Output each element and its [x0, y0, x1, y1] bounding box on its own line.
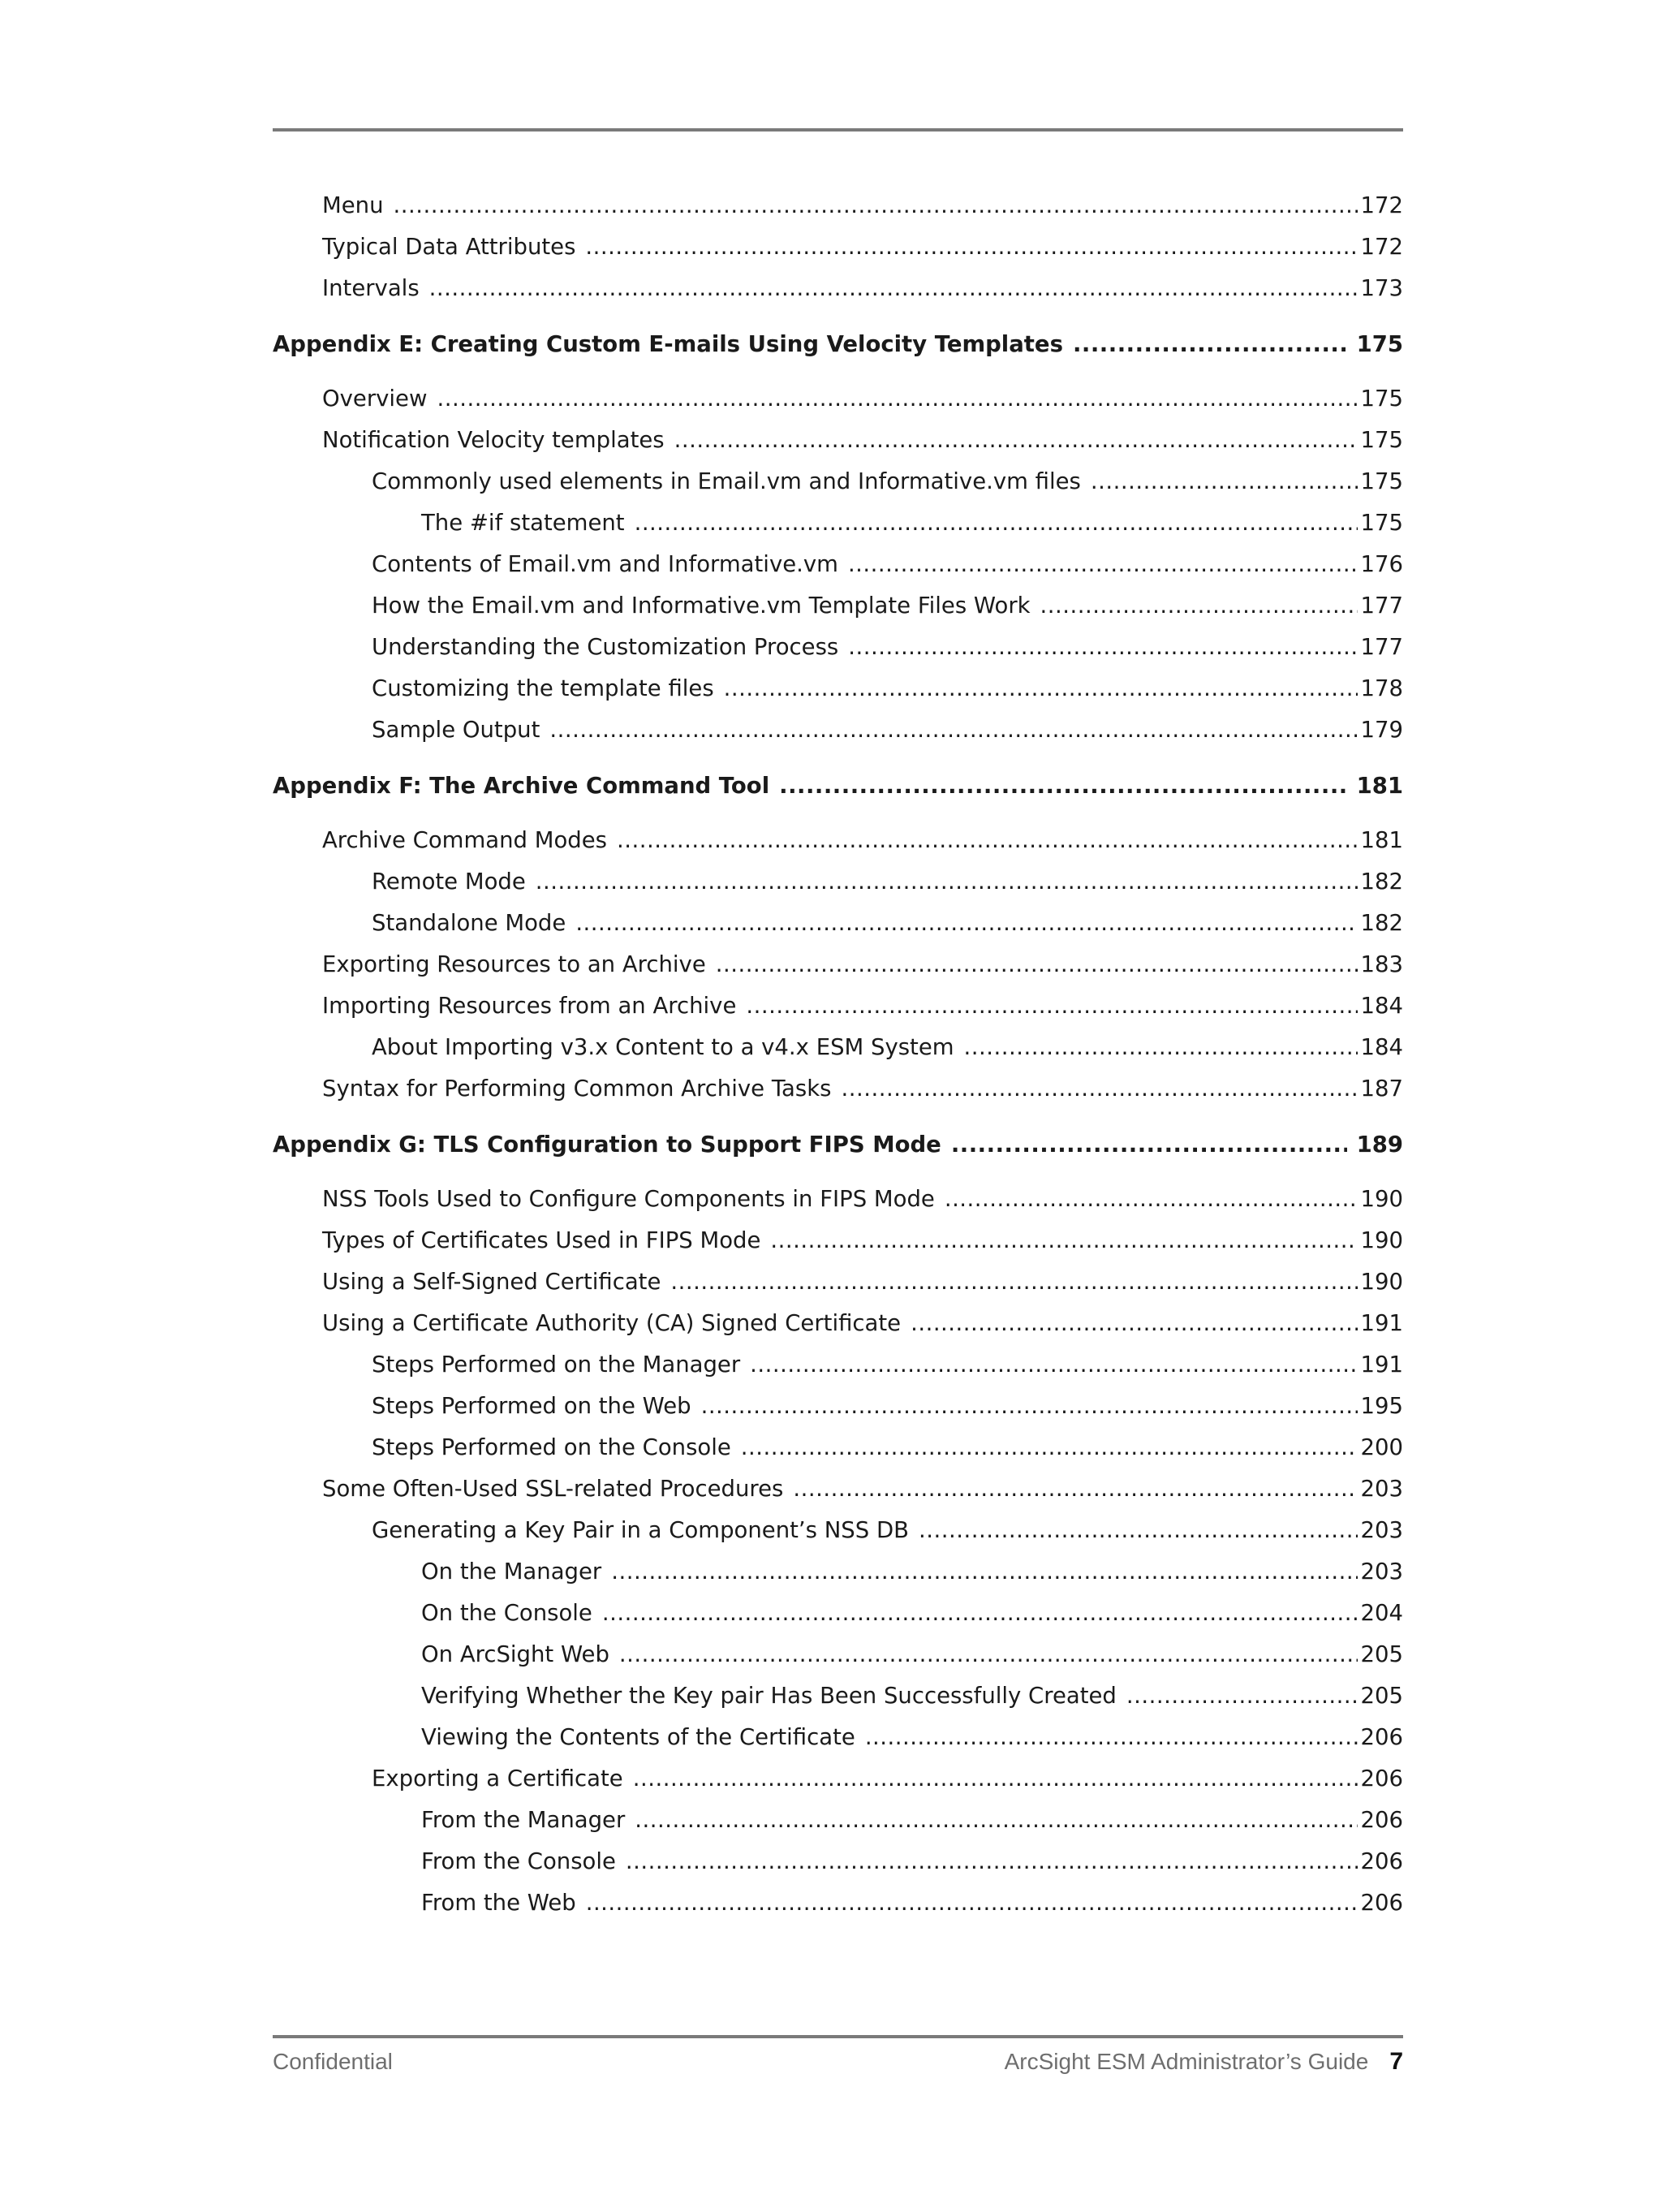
dot-leader	[951, 1123, 1347, 1167]
toc-entry-title: Overview	[322, 386, 428, 412]
page-number: 7	[1389, 2048, 1403, 2075]
toc-entry-title: Using a Certificate Authority (CA) Signed Certificate	[322, 1310, 902, 1336]
dot-leader	[1126, 1675, 1358, 1717]
toc-entry-page: 200	[1360, 1434, 1403, 1460]
dot-leader	[741, 1427, 1358, 1468]
confidential-label: Confidential	[273, 2049, 393, 2074]
toc-entry-page: 175	[1360, 510, 1403, 536]
toc-entry[interactable]	[273, 1027, 1403, 1068]
toc-entry[interactable]	[273, 709, 1403, 751]
toc-entry-page: 191	[1360, 1310, 1403, 1336]
dot-leader	[1091, 461, 1358, 502]
toc-entry-page: 206	[1360, 1807, 1403, 1833]
toc-entry[interactable]	[273, 585, 1403, 627]
toc-entry[interactable]	[273, 1303, 1403, 1344]
toc-entry-page: 175	[1360, 386, 1403, 412]
dot-leader	[911, 1303, 1357, 1344]
toc-entry-title: From the Web	[421, 1890, 576, 1916]
toc-entry-page: 175	[1360, 427, 1403, 453]
toc-entry-title: Remote Mode	[372, 869, 526, 895]
toc-entry-title: Standalone Mode	[372, 910, 566, 936]
guide-title: ArcSight ESM Administrator’s Guide	[1004, 2049, 1369, 2074]
dot-leader	[1040, 585, 1358, 627]
dot-leader	[848, 627, 1357, 668]
toc-entry-title: Steps Performed on the Web	[372, 1393, 691, 1419]
dot-leader	[585, 226, 1357, 268]
table-of-contents	[273, 185, 1403, 1924]
toc-entry[interactable]	[273, 1717, 1403, 1758]
toc-entry[interactable]	[273, 268, 1403, 309]
toc-entry-page: 181	[1356, 773, 1403, 799]
dot-leader	[724, 668, 1358, 709]
dot-leader	[779, 764, 1346, 808]
toc-entry-page: 195	[1360, 1393, 1403, 1419]
dot-leader	[746, 985, 1357, 1027]
toc-entry[interactable]	[273, 1179, 1403, 1220]
toc-entry-page: 190	[1360, 1227, 1403, 1253]
dot-leader	[919, 1510, 1357, 1551]
dot-leader	[611, 1551, 1357, 1593]
toc-entry-page: 205	[1360, 1641, 1403, 1667]
toc-appendix-heading[interactable]	[273, 322, 1403, 367]
toc-entry-title: Importing Resources from an Archive	[322, 993, 737, 1019]
toc-entry-title: Steps Performed on the Console	[372, 1434, 731, 1460]
toc-entry[interactable]	[273, 1468, 1403, 1510]
toc-entry-page: 203	[1360, 1517, 1403, 1543]
dot-leader	[1073, 322, 1347, 367]
dot-leader	[633, 1758, 1358, 1800]
dot-leader	[848, 544, 1358, 585]
toc-entry[interactable]	[273, 1510, 1403, 1551]
toc-appendix-heading[interactable]	[273, 1123, 1403, 1167]
toc-entry-title: Some Often-Used SSL-related Procedures	[322, 1476, 784, 1502]
dot-leader	[716, 944, 1358, 985]
toc-entry-title: NSS Tools Used to Configure Components in FIPS Mode	[322, 1186, 935, 1212]
toc-entry-page: 206	[1360, 1848, 1403, 1874]
toc-entry[interactable]	[273, 1386, 1403, 1427]
toc-entry[interactable]	[273, 420, 1403, 461]
toc-entry-page: 190	[1360, 1269, 1403, 1295]
toc-entry-page: 189	[1356, 1132, 1403, 1158]
toc-entry-title: Syntax for Performing Common Archive Tasks	[322, 1076, 832, 1102]
toc-entry[interactable]	[273, 820, 1403, 861]
toc-entry-title: Archive Command Modes	[322, 827, 607, 853]
dot-leader	[842, 1068, 1358, 1110]
toc-entry[interactable]	[273, 668, 1403, 709]
toc-entry-title: Exporting Resources to an Archive	[322, 951, 706, 977]
toc-entry[interactable]	[273, 502, 1403, 544]
toc-entry-title: Typical Data Attributes	[322, 234, 576, 260]
toc-entry-page: 183	[1360, 951, 1403, 977]
toc-entry-title: Commonly used elements in Email.vm and Informative.vm files	[372, 468, 1081, 494]
toc-entry-title: Exporting a Certificate	[372, 1766, 623, 1792]
toc-entry[interactable]	[273, 544, 1403, 585]
toc-entry[interactable]	[273, 861, 1403, 903]
dot-leader	[865, 1717, 1358, 1758]
dot-leader	[626, 1841, 1358, 1882]
toc-entry-title: Verifying Whether the Key pair Has Been Successfully Created	[421, 1683, 1117, 1709]
toc-entry[interactable]	[273, 1427, 1403, 1468]
toc-entry[interactable]	[273, 627, 1403, 668]
toc-entry[interactable]	[273, 903, 1403, 944]
dot-leader	[750, 1344, 1357, 1386]
toc-entry-title: On the Manager	[421, 1559, 602, 1585]
toc-entry[interactable]	[273, 1841, 1403, 1882]
header-rule	[273, 128, 1403, 132]
toc-entry-title: Using a Self-Signed Certificate	[322, 1269, 661, 1295]
dot-leader	[945, 1179, 1358, 1220]
toc-entry-page: 204	[1360, 1600, 1403, 1626]
toc-entry-title: Viewing the Contents of the Certificate	[421, 1724, 855, 1750]
toc-entry-page: 181	[1360, 827, 1403, 853]
toc-entry-page: 203	[1360, 1559, 1403, 1585]
dot-leader	[575, 903, 1357, 944]
toc-entry-page: 190	[1360, 1186, 1403, 1212]
toc-entry[interactable]	[273, 1800, 1403, 1841]
toc-entry-page: 178	[1360, 675, 1403, 701]
toc-entry-title: Steps Performed on the Manager	[372, 1352, 741, 1378]
toc-appendix-heading[interactable]	[273, 764, 1403, 808]
toc-entry-page: 173	[1360, 275, 1403, 301]
dot-leader	[437, 378, 1357, 420]
toc-entry-page: 205	[1360, 1683, 1403, 1709]
dot-leader	[635, 502, 1358, 544]
dot-leader	[670, 1261, 1357, 1303]
toc-entry[interactable]	[273, 185, 1403, 226]
toc-entry-title: From the Manager	[421, 1807, 626, 1833]
toc-entry-page: 179	[1360, 717, 1403, 743]
toc-entry[interactable]	[273, 461, 1403, 502]
dot-leader	[701, 1386, 1358, 1427]
toc-entry-title: Contents of Email.vm and Informative.vm	[372, 551, 838, 577]
footer-rule	[273, 2035, 1403, 2038]
toc-entry-title: Appendix F: The Archive Command Tool	[273, 773, 770, 799]
dot-leader	[674, 420, 1358, 461]
dot-leader	[617, 820, 1358, 861]
dot-leader	[602, 1593, 1358, 1634]
toc-entry-page: 177	[1360, 634, 1403, 660]
toc-entry-page: 203	[1360, 1476, 1403, 1502]
toc-entry-page: 187	[1360, 1076, 1403, 1102]
toc-entry-title: The #if statement	[421, 510, 625, 536]
toc-entry[interactable]	[273, 944, 1403, 985]
dot-leader	[770, 1220, 1357, 1261]
toc-entry-title: On ArcSight Web	[421, 1641, 609, 1667]
toc-entry-page: 172	[1360, 234, 1403, 260]
toc-entry[interactable]	[273, 985, 1403, 1027]
page-footer	[273, 2042, 1403, 2082]
toc-entry-page: 176	[1360, 551, 1403, 577]
toc-entry-title: About Importing v3.x Content to a v4.x ESM System	[372, 1034, 954, 1060]
toc-entry-title: Understanding the Customization Process	[372, 634, 839, 660]
toc-entry-page: 175	[1360, 468, 1403, 494]
toc-entry-title: Sample Output	[372, 717, 540, 743]
toc-entry[interactable]	[273, 226, 1403, 268]
toc-entry-title: Appendix E: Creating Custom E-mails Using Velocity Templates	[273, 331, 1063, 357]
toc-entry-page: 182	[1360, 869, 1403, 895]
dot-leader	[619, 1634, 1358, 1675]
toc-entry-page: 184	[1360, 993, 1403, 1019]
dot-leader	[429, 268, 1358, 309]
toc-entry-title: Intervals	[322, 275, 420, 301]
toc-entry-page: 182	[1360, 910, 1403, 936]
toc-entry[interactable]	[273, 378, 1403, 420]
toc-entry[interactable]	[273, 1758, 1403, 1800]
toc-entry-page: 206	[1360, 1724, 1403, 1750]
toc-entry[interactable]	[273, 1675, 1403, 1717]
toc-entry-title: Types of Certificates Used in FIPS Mode	[322, 1227, 761, 1253]
toc-entry-page: 206	[1360, 1766, 1403, 1792]
toc-entry-page: 191	[1360, 1352, 1403, 1378]
dot-leader	[536, 861, 1358, 903]
toc-entry[interactable]	[273, 1220, 1403, 1261]
toc-entry-title: Menu	[322, 192, 384, 218]
toc-entry[interactable]	[273, 1068, 1403, 1110]
toc-entry-title: On the Console	[421, 1600, 592, 1626]
dot-leader	[394, 185, 1358, 226]
toc-entry[interactable]	[273, 1261, 1403, 1303]
toc-entry-title: Appendix G: TLS Configuration to Support FIPS Mode	[273, 1132, 941, 1158]
toc-entry-page: 172	[1360, 192, 1403, 218]
toc-entry-page: 177	[1360, 593, 1403, 619]
toc-entry[interactable]	[273, 1344, 1403, 1386]
toc-entry-title: Generating a Key Pair in a Component’s NSS DB	[372, 1517, 910, 1543]
toc-entry[interactable]	[273, 1634, 1403, 1675]
toc-entry-page: 175	[1356, 331, 1403, 357]
toc-entry-title: How the Email.vm and Informative.vm Template Files Work	[372, 593, 1031, 619]
toc-entry[interactable]	[273, 1882, 1403, 1924]
dot-leader	[635, 1800, 1357, 1841]
dot-leader	[586, 1882, 1358, 1924]
toc-entry[interactable]	[273, 1551, 1403, 1593]
toc-entry-page: 184	[1360, 1034, 1403, 1060]
dot-leader	[793, 1468, 1357, 1510]
dot-leader	[549, 709, 1357, 751]
dot-leader	[964, 1027, 1358, 1068]
toc-entry-title: Customizing the template files	[372, 675, 714, 701]
toc-entry[interactable]	[273, 1593, 1403, 1634]
toc-entry-title: Notification Velocity templates	[322, 427, 665, 453]
toc-entry-page: 206	[1360, 1890, 1403, 1916]
toc-entry-title: From the Console	[421, 1848, 616, 1874]
